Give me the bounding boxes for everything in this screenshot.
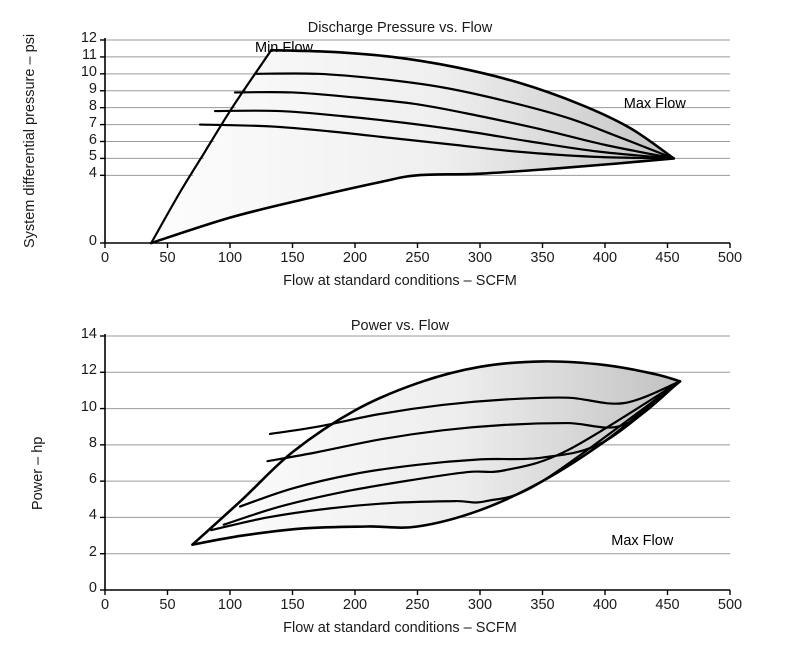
- y-tick-label: 5: [88, 148, 97, 165]
- y-tick-label: 7: [88, 114, 97, 131]
- x-tick-label: 400: [592, 597, 618, 613]
- power-chart: [0, 300, 800, 660]
- x-tick-label: 200: [342, 597, 368, 613]
- x-tick-label: 100: [217, 250, 243, 266]
- x-axis-label-top: Flow at standard conditions – SCFM: [283, 273, 517, 289]
- y-tick-label: 12: [80, 30, 97, 46]
- y-axis-label-top: System differential pressure – psi: [22, 33, 38, 248]
- x-tick-label: 100: [217, 597, 243, 613]
- annotation-min-flow: Min Flow: [255, 40, 314, 57]
- x-tick-label: 450: [655, 597, 680, 613]
- x-tick-label: 0: [100, 597, 110, 613]
- y-tick-label: 4: [88, 507, 97, 524]
- x-tick-label: 200: [342, 250, 368, 266]
- x-tick-label: 50: [159, 250, 176, 266]
- x-tick-label: 150: [280, 597, 305, 613]
- x-tick-label: 250: [405, 250, 430, 266]
- y-tick-label: 14: [80, 326, 97, 342]
- y-tick-label: 8: [88, 97, 97, 114]
- x-tick-label: 250: [405, 597, 430, 613]
- chart-title-top: Discharge Pressure vs. Flow: [307, 20, 493, 36]
- x-tick-label: 500: [717, 597, 743, 613]
- x-axis-label-bottom: Flow at standard conditions – SCFM: [283, 620, 517, 636]
- y-tick-label: 8: [88, 434, 97, 451]
- annotation-max-flow: Max Flow: [623, 95, 686, 112]
- x-tick-label: 150: [280, 250, 305, 266]
- x-tick-label: 350: [530, 250, 555, 266]
- y-tick-label: 0: [88, 233, 97, 249]
- x-tick-label: 50: [159, 597, 176, 613]
- y-tick-label: 0: [88, 580, 97, 596]
- x-tick-label: 400: [592, 250, 618, 266]
- y-tick-label: 6: [88, 131, 97, 148]
- x-tick-label: 300: [467, 250, 493, 266]
- y-tick-label: 4: [88, 165, 97, 182]
- envelope-fill-top: [151, 50, 674, 243]
- y-tick-label: 9: [88, 80, 97, 97]
- y-axis-label-bottom: Power – hp: [30, 436, 46, 510]
- y-tick-label: 10: [80, 63, 97, 80]
- y-tick-label: 2: [88, 543, 97, 560]
- x-tick-label: 0: [100, 250, 110, 266]
- y-tick-label: 12: [80, 362, 97, 379]
- y-tick-label: 11: [81, 46, 97, 63]
- y-tick-label: 10: [80, 398, 97, 415]
- x-tick-label: 450: [655, 250, 680, 266]
- x-tick-label: 500: [717, 250, 743, 266]
- chart-title-bottom: Power vs. Flow: [350, 318, 450, 334]
- x-tick-label: 300: [467, 597, 493, 613]
- y-tick-label: 6: [88, 471, 97, 488]
- discharge-pressure-chart: [0, 0, 800, 300]
- x-tick-label: 350: [530, 597, 555, 613]
- annotation-max-flow-power: Max Flow: [611, 532, 674, 549]
